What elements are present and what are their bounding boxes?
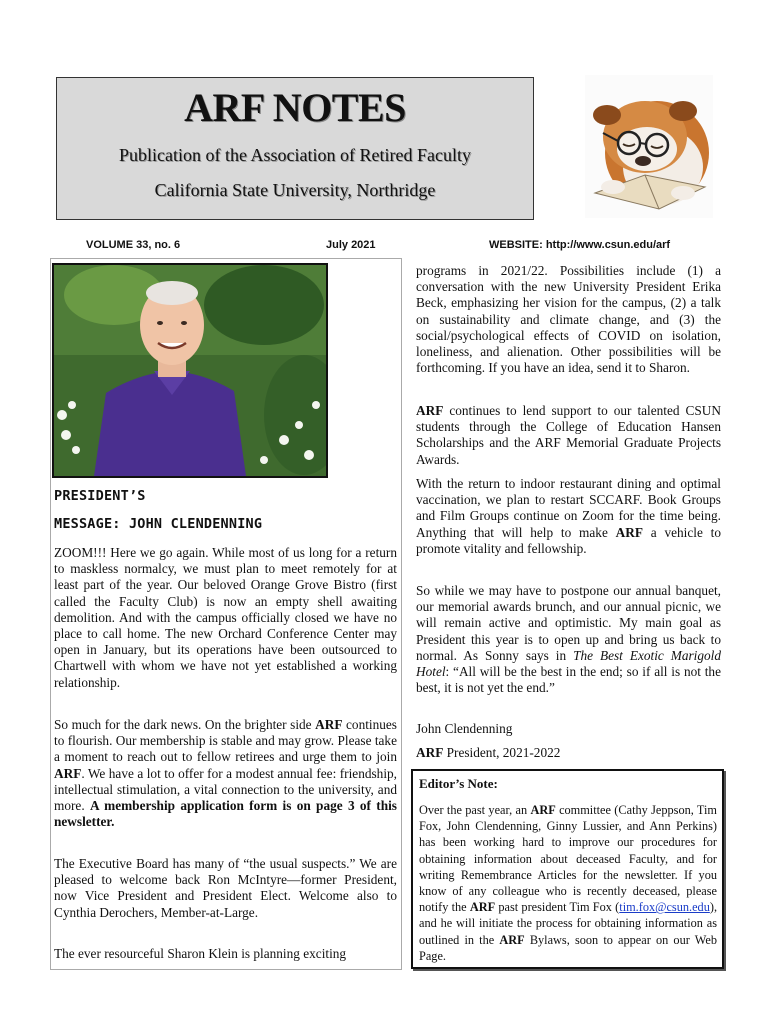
president-paragraph-2: So much for the dark news. On the brighter side ARF continues to flourish. Our membership is stable and may grow. Please take a moment to reach out to fellow retirees and urge them to join ARF. We have a lot to offer for a modest annual fee: friendship, intellectual stimulation, a vital connection to the university, and more. A membership application form is on page 3 of this newsletter. (54, 717, 397, 830)
scholarship-paragraph: ARF continues to lend support to our talented CSUN students through the College of Education Hansen Scholarships and the ARF Memorial Graduate Projects Awards. (416, 403, 721, 467)
bulldog-reading-image (585, 75, 713, 218)
president-photo (52, 263, 328, 478)
editors-note-heading: Editor’s Note: (419, 776, 498, 791)
email-link[interactable]: tim.fox@csun.edu (619, 900, 710, 915)
programs-paragraph: programs in 2021/22. Possibilities include (1) a conversation with the new University President Erika Beck, emphasizing her vision for the campus, (2) a talk on sustainability and climate change, and (3) the social/psychological effects of COVID on isolation, loneliness, and alienation. Other possibilities will be forthcoming. If you have an idea, send it to Sharon. (416, 263, 721, 376)
volume-number: VOLUME 33, no. 6 (86, 239, 181, 251)
president-heading-line2: MESSAGE: JOHN CLENDENNING (54, 516, 263, 532)
restart-paragraph: With the return to indoor restaurant dining and optimal vaccination, we plan to restart SCCARF. Book Groups and Film Groups continue on Zoom for the time being. Anything that will help to make ARF a vehicle to promote vitality and fellowship. (416, 476, 721, 556)
president-heading-line1: PRESIDENT’S (54, 488, 146, 504)
signature-name: John Clendenning (416, 721, 513, 736)
editors-note-box (411, 769, 724, 969)
newsletter-title: ARF NOTES (184, 85, 406, 130)
president-paragraph-4: The ever resourceful Sharon Klein is planning exciting (54, 946, 347, 961)
president-paragraph-3: The Executive Board has many of “the usual suspects.” We are pleased to welcome back Ron McIntyre—former President, now Vice President and President Elect. Welcome also to Cynthia Derochers, Member-at-Large. (54, 856, 397, 920)
masthead-subtitle: Publication of the Association of Retired Faculty (119, 145, 471, 165)
signature-title: ARF President, 2021-2022 (416, 745, 561, 760)
website-link[interactable]: WEBSITE: http://www.csun.edu/arf (489, 239, 671, 251)
masthead-university: California State University, Northridge (154, 180, 436, 200)
editors-note-body: Over the past year, an ARF committee (Cathy Jeppson, Tim Fox, John Clendenning, Ginny Lussier, and Ann Perkins) has been working hard to improve our procedures for obtaining information about deceased Faculty, and for writing Remembrance Articles for the newsletter. If you know of any colleague who is recently deceased, please notify the ARF past president Tim Fox (tim.fox@csun.edu), and he will initiate the process for obtaining information as outlined in the ARF Bylaws, soon to appear on our Web Page. (419, 803, 718, 963)
postpone-paragraph: So while we may have to postpone our annual banquet, our memorial awards brunch, and our annual picnic, we will remain active and optimistic. My main goal as President this year is to open up and bring us back to normal. As Sonny says in The Best Exotic Marigold Hotel: “All will be the best in the end; so if all is not the best, it is not yet the end.” (416, 583, 721, 696)
issue-date: July 2021 (326, 239, 376, 251)
president-paragraph-1: ZOOM!!! Here we go again. While most of us long for a return to maskless normalcy, we must plan to meet remotely for at least part of the year. Our beloved Orange Grove Bistro (first called the Faculty Club) is now an empty shell awaiting demolition. And with the campus officially closed we have no place to call home. The new Orchard Conference Center may open in January, but its operations have been outsourced to Chartwell with whom we have not yet established a working relationship. (54, 545, 397, 690)
masthead (56, 77, 534, 220)
